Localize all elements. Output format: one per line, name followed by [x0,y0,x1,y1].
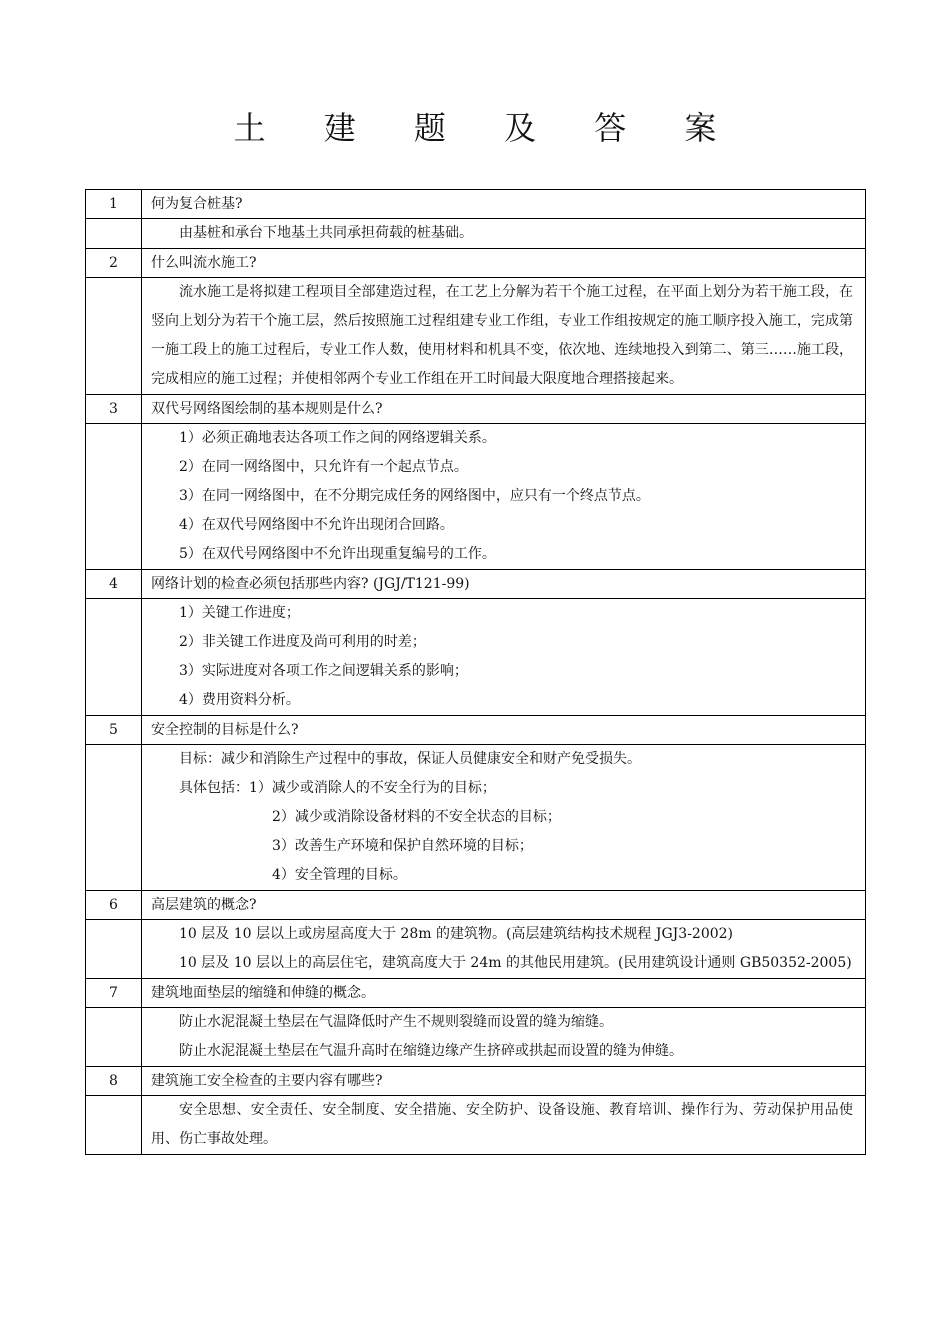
answer-cell [142,1008,866,1067]
question-row [86,716,866,745]
answer-line: 3）实际进度对各项工作之间逻辑关系的影响； [179,663,468,679]
answer-number-cell [86,920,142,979]
question-row [86,395,866,424]
answer-line: 防止水泥混凝土垫层在气温升高时在缩缝边缘产生挤碎或拱起而设置的缝为伸缝。 [179,1043,683,1059]
answer-line: 5）在双代号网络图中不允许出现重复编号的工作。 [179,546,496,562]
answer-row [86,278,866,395]
question-row [86,891,866,920]
answer-line: 2）在同一网络图中，只允许有一个起点节点。 [179,459,468,475]
answer-line: 2）非关键工作进度及尚可利用的时差； [179,634,426,650]
answer-line: 防止水泥混凝土垫层在气温降低时产生不规则裂缝而设置的缝为缩缝。 [179,1014,613,1030]
question-number: 4 [86,570,142,599]
answer-line: 4）费用资料分析。 [179,692,300,708]
question-text: 什么叫流水施工? [142,249,866,278]
question-row [86,1067,866,1096]
question-number: 7 [86,979,142,1008]
question-number: 6 [86,891,142,920]
answer-line: 10 层及 10 层以上的高层住宅，建筑高度大于 24m 的其他民用建筑。(民用建筑设计通则 GB50352-2005) [179,955,852,971]
answer-row [86,745,866,891]
answer-cell [142,1096,866,1155]
answer-cell [142,599,866,716]
question-number: 2 [86,249,142,278]
answer-row [86,1008,866,1067]
answer-number-cell [86,1096,142,1155]
answer-line: 安全思想、安全责任、安全制度、安全措施、安全防护、设备设施、教育培训、操作行为、劳动保护用品使用、伤亡事故处理。 [151,1102,853,1147]
answer-line: 3）改善生产环境和保护自然环境的目标； [272,838,533,854]
document-title: 土 建 题 及 答 案 [233,109,741,147]
answer-line: 1）关键工作进度； [179,605,300,621]
answer-line: 4）安全管理的目标。 [272,867,407,883]
question-number: 3 [86,395,142,424]
answer-line: 目标：减少和消除生产过程中的事故，保证人员健康安全和财产免受损失。 [179,751,641,767]
answer-line: 具体包括：1）减少或消除人的不安全行为的目标； [179,780,496,796]
answer-cell [142,219,866,249]
question-text: 建筑施工安全检查的主要内容有哪些? [142,1067,866,1096]
answer-number-cell [86,745,142,891]
qa-table [85,189,866,1155]
answer-cell [142,424,866,570]
answer-line: 由基桩和承台下地基土共同承担荷载的桩基础。 [179,225,473,241]
answer-cell [142,745,866,891]
answer-line: 流水施工是将拟建工程项目全部建造过程，在工艺上分解为若干个施工过程，在平面上划分为若干施工段，在竖向上划分为若干个施工层，然后按照施工过程组建专业工作组，专业工作组按规定的施工顺序投入施工，完成第一施工段上的施工过程后，专业工作人数，使用材料和机具不变，依次地、连续地投入到第二、第三……施工段，完成相应的施工过程；并使相邻两个专业工作组在开工时间最大限度地合理搭接起来。 [151,284,853,387]
question-text: 安全控制的目标是什么? [142,716,866,745]
answer-line: 3）在同一网络图中，在不分期完成任务的网络图中，应只有一个终点节点。 [179,488,650,504]
answer-number-cell [86,1008,142,1067]
answer-row [86,920,866,979]
answer-row [86,424,866,570]
answer-number-cell [86,599,142,716]
answer-line: 2）减少或消除设备材料的不安全状态的目标； [272,809,561,825]
question-number: 5 [86,716,142,745]
answer-number-cell [86,278,142,395]
answer-number-cell [86,219,142,249]
answer-cell [142,920,866,979]
question-row [86,979,866,1008]
question-row [86,570,866,599]
question-number: 8 [86,1067,142,1096]
question-number: 1 [86,190,142,219]
question-text: 双代号网络图绘制的基本规则是什么? [142,395,866,424]
answer-line: 4）在双代号网络图中不允许出现闭合回路。 [179,517,454,533]
question-row [86,249,866,278]
answer-row [86,219,866,249]
question-row [86,190,866,219]
answer-row [86,1096,866,1155]
question-text: 网络计划的检查必须包括那些内容? (JGJ/T121-99) [142,570,866,599]
question-text: 建筑地面垫层的缩缝和伸缝的概念。 [142,979,866,1008]
answer-line: 1）必须正确地表达各项工作之间的网络逻辑关系。 [179,430,496,446]
question-text: 高层建筑的概念? [142,891,866,920]
question-text: 何为复合桩基? [142,190,866,219]
answer-cell [142,278,866,395]
answer-line: 10 层及 10 层以上或房屋高度大于 28m 的建筑物。(高层建筑结构技术规程 JGJ3-2002) [179,926,734,942]
answer-number-cell [86,424,142,570]
answer-row [86,599,866,716]
